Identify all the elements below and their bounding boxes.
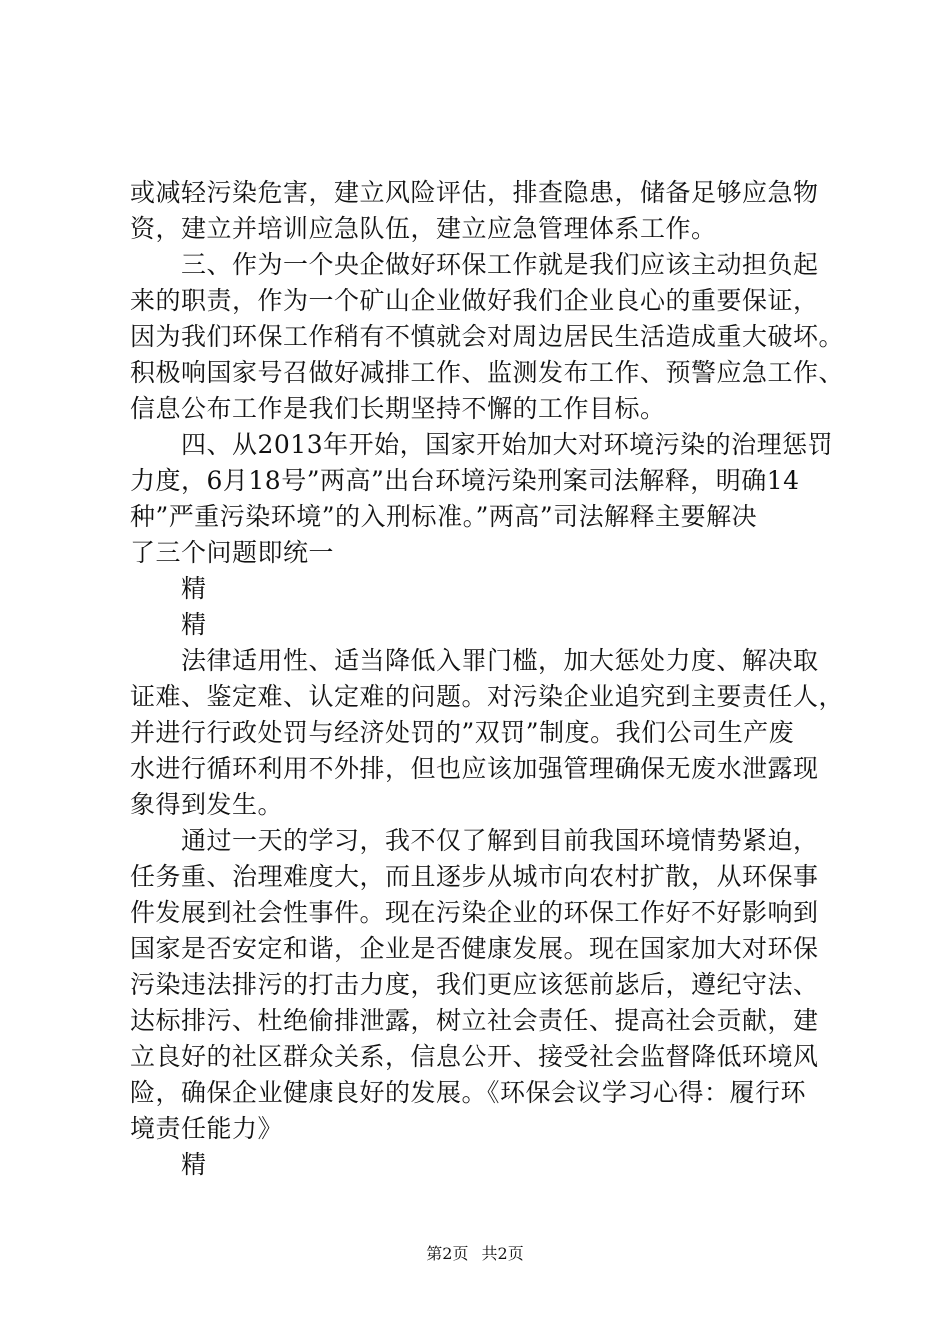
body-line: 通过一天的学习，我不仅了解到目前我国环境情势紧迫，	[130, 826, 819, 855]
body-line: 国家是否安定和谐，企业是否健康发展。现在国家加大对环保	[130, 934, 819, 963]
body-line: 力度，6月18号”两高”出台环境污染刑案司法解释，明确14	[130, 466, 800, 495]
document-body	[130, 175, 845, 1183]
body-line: 精	[130, 1150, 207, 1179]
body-line: 象得到发生。	[130, 790, 284, 819]
page-number: 第2页	[426, 1244, 469, 1263]
body-line: 因为我们环保工作稍有不慎就会对周边居民生活造成重大破坏。	[130, 322, 845, 351]
body-line: 并进行行政处罚与经济处罚的”双罚”制度。我们公司生产废	[130, 718, 795, 747]
body-line: 了三个问题即统一	[130, 538, 335, 567]
body-line: 件发展到社会性事件。现在污染企业的环保工作好不好影响到	[130, 898, 819, 927]
body-line: 三、作为一个央企做好环保工作就是我们应该主动担负起	[130, 250, 819, 279]
body-line: 任务重、治理难度大，而且逐步从城市向农村扩散，从环保事	[130, 862, 819, 891]
body-line: 境责任能力》	[130, 1114, 284, 1143]
body-line: 证难、鉴定难、认定难的问题。对污染企业追究到主要责任人，	[130, 682, 845, 711]
page-total: 共2页	[481, 1244, 524, 1263]
body-line: 来的职责，作为一个矿山企业做好我们企业良心的重要保证，	[130, 286, 819, 315]
body-line: 立良好的社区群众关系，信息公开、接受社会监督降低环境风	[130, 1042, 819, 1071]
body-line: 信息公布工作是我们长期坚持不懈的工作目标。	[130, 394, 666, 423]
body-line: 种”严重污染环境”的入刑标准。”两高”司法解释主要解决	[130, 502, 758, 531]
page-footer	[0, 1242, 950, 1266]
body-line: 达标排污、杜绝偷排泄露，树立社会责任、提高社会贡献，建	[130, 1006, 819, 1035]
body-line: 精	[130, 610, 207, 639]
body-line: 四、从2013年开始，国家开始加大对环境污染的治理惩罚	[130, 430, 834, 459]
body-line: 积极响国家号召做好减排工作、监测发布工作、预警应急工作、	[130, 358, 845, 387]
body-line: 或减轻污染危害，建立风险评估，排查隐患，储备足够应急物	[130, 178, 819, 207]
body-line: 污染违法排污的打击力度，我们更应该惩前毖后，遵纪守法、	[130, 970, 819, 999]
body-line: 资，建立并培训应急队伍，建立应急管理体系工作。	[130, 214, 717, 243]
body-line: 水进行循环利用不外排，但也应该加强管理确保无废水泄露现	[130, 754, 819, 783]
body-line: 精	[130, 574, 207, 603]
body-line: 法律适用性、适当降低入罪门槛，加大惩处力度、解决取	[130, 646, 819, 675]
body-line: 险，确保企业健康良好的发展。《环保会议学习心得：履行环	[130, 1078, 807, 1107]
